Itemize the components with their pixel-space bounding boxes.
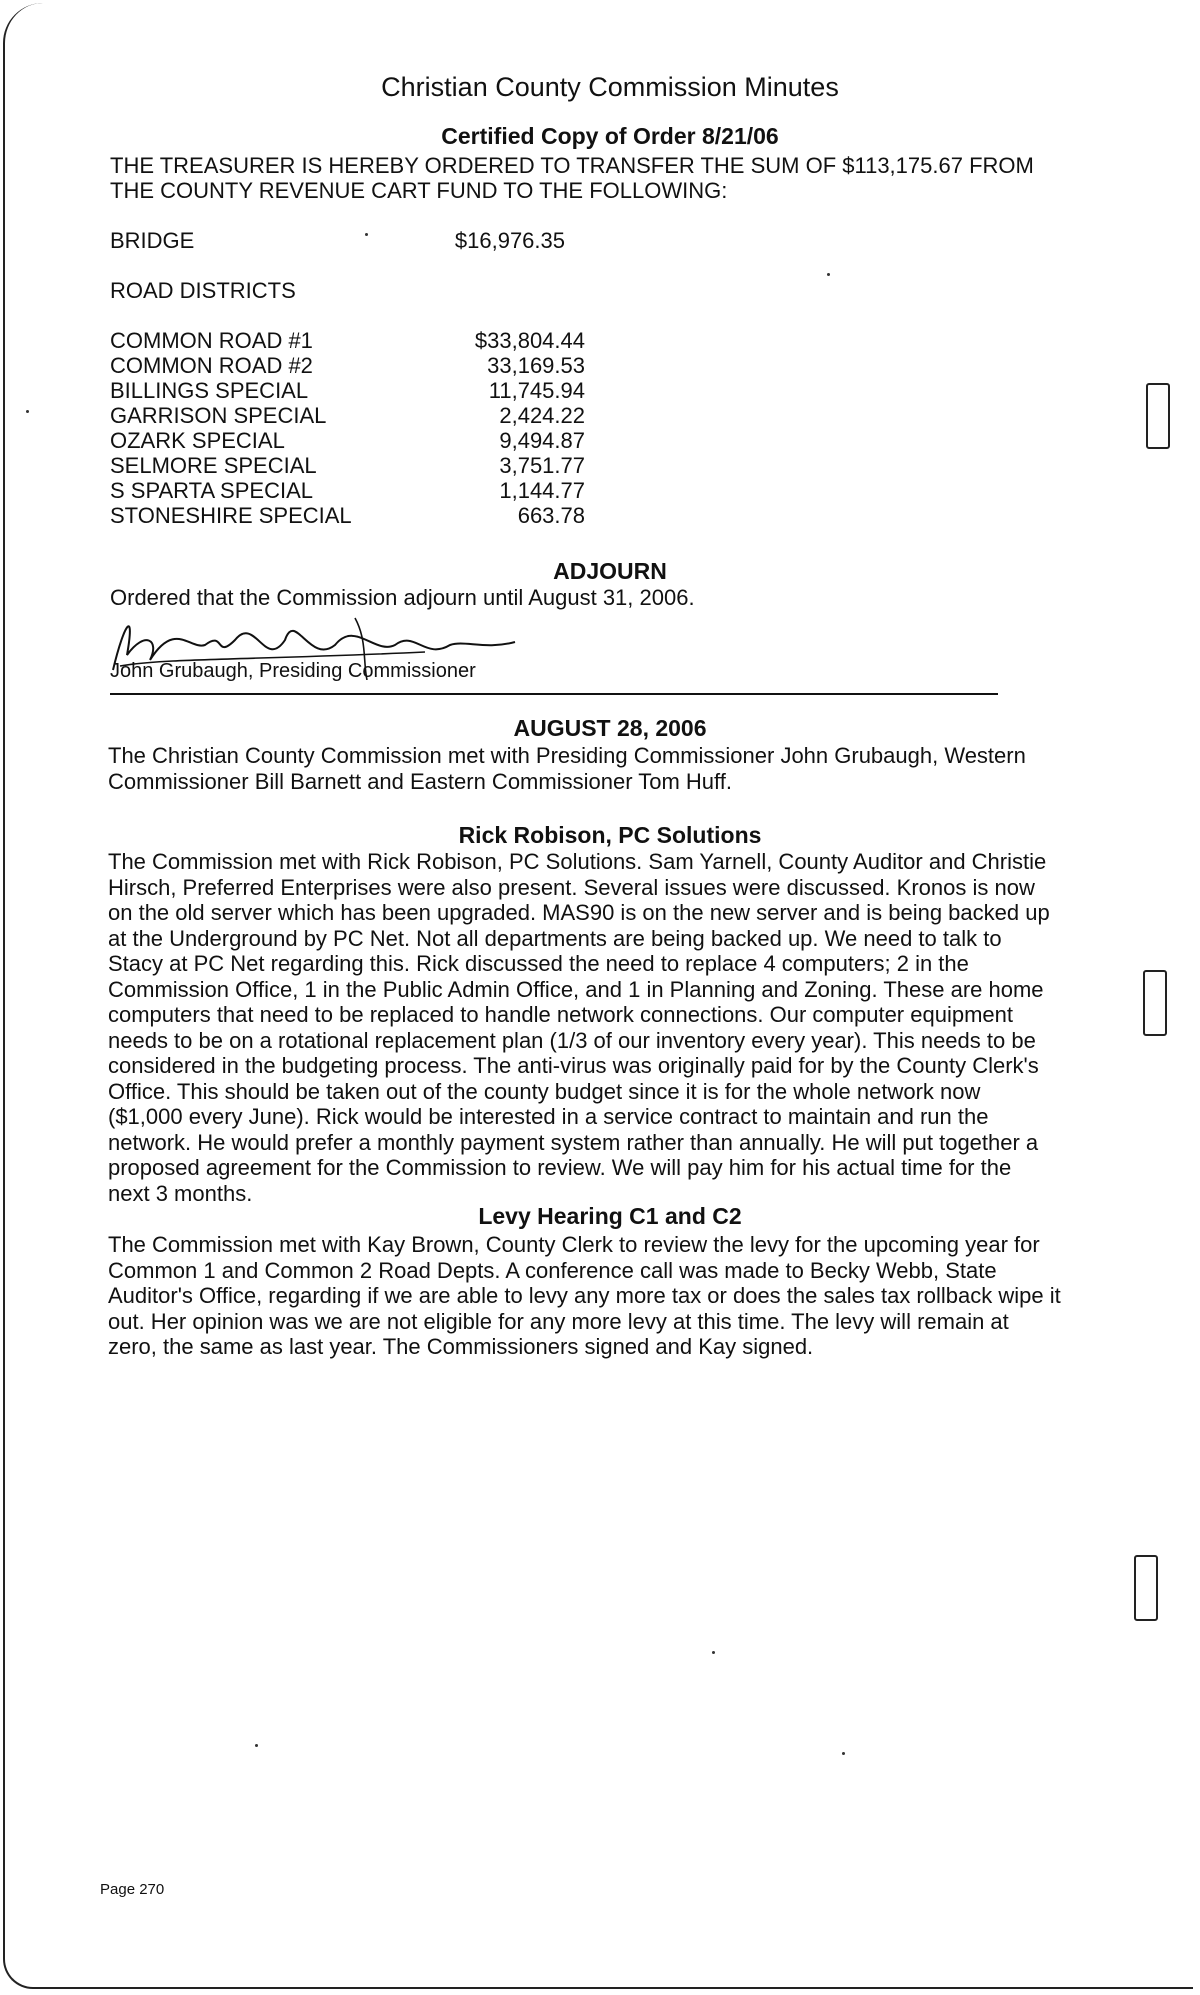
order-text [110, 153, 1100, 203]
binder-hole-mark [1134, 1555, 1158, 1621]
scan-speck [255, 1744, 258, 1747]
binder-hole-mark [1146, 383, 1170, 449]
scan-speck [365, 233, 368, 236]
bridge-amount: $16,976.35 [454, 228, 565, 253]
district-label: OZARK SPECIAL [110, 428, 285, 453]
district-label: GARRISON SPECIAL [110, 403, 327, 428]
scan-speck [712, 1651, 715, 1654]
scan-speck [827, 273, 830, 276]
meeting-date-heading: AUGUST 28, 2006 [513, 715, 707, 741]
district-amount: 1,144.77 [499, 478, 585, 503]
district-label: COMMON ROAD #2 [110, 353, 313, 378]
pc-solutions-heading: Rick Robison, PC Solutions [458, 822, 762, 848]
levy-heading: Levy Hearing C1 and C2 [478, 1203, 742, 1229]
pc-solutions-body: The Commission met with Rick Robison, PC Solutions. Sam Yarnell, County Auditor and Christie Hirsch, Preferred Enterprises were also present. Several issues were discussed. Kronos is now on the old server which has been upgraded. MAS90 is on the new server and is being backed up at the Underground by PC Net. Not all departments are being backed up. We need to talk to Stacy at PC Net regarding this. Rick discussed the need to replace 4 computers; 2 in the Commission Office, 1 in the Public Admin Office, and 1 in Planning and Zoning. These are home computers that need to be replaced to handle network connections. Our computer equipment needs to be on a rotational replacement plan (1/3 of our inventory every year). This needs to be considered in the budgeting process. The anti-virus was originally paid for by the County Clerk's Office. This should be taken out of the county budget since it is for the whole network now ($1,000 every June). Rick would be interested in a service contract to maintain and run the network. He would prefer a monthly payment system rather than annually. He will put together a proposed agreement for the Commission to review. We will pay him for his actual time for the next 3 months. [108, 849, 1050, 1206]
page-number: Page 270 [100, 1881, 165, 1898]
bridge-label: BRIDGE [110, 228, 195, 253]
adjourn-heading: ADJOURN [553, 558, 667, 584]
adjourn-text: Ordered that the Commission adjourn until August 31, 2006. [110, 585, 695, 610]
binder-hole-mark [1143, 970, 1167, 1036]
scan-speck [26, 410, 29, 413]
district-label: COMMON ROAD #1 [110, 328, 313, 353]
levy-body: The Commission met with Kay Brown, County Clerk to review the levy for the upcoming year for Common 1 and Common 2 Road Depts. A conference call was made to Becky Webb, State Auditor's Office, regarding if we are able to levy any more tax or does the sales tax rollback wipe it out. Her opinion was we are not eligible for any more levy at this time. The levy will remain at zero, the same as last year. The Commissioners signed and Kay signed. [108, 1232, 1061, 1359]
order-line-2: THE COUNTY REVENUE CART FUND TO THE FOLLOWING: [110, 178, 728, 203]
district-label: SELMORE SPECIAL [110, 453, 317, 478]
document-title: Christian County Commission Minutes [381, 72, 839, 102]
signature-caption: John Grubaugh, Presiding Commissioner [110, 660, 476, 682]
district-label: BILLINGS SPECIAL [110, 378, 309, 403]
scan-speck [842, 1752, 845, 1755]
district-amount: $33,804.44 [474, 328, 585, 353]
section-divider [110, 693, 998, 695]
district-amount: 2,424.22 [499, 403, 585, 428]
district-label: S SPARTA SPECIAL [110, 478, 313, 503]
district-amount: 9,494.87 [499, 428, 585, 453]
district-amount: 3,751.77 [499, 453, 585, 478]
district-label: STONESHIRE SPECIAL [110, 503, 352, 528]
order-heading: Certified Copy of Order 8/21/06 [441, 123, 779, 149]
meeting-intro: The Christian County Commission met with Presiding Commissioner John Grubaugh, Western Commissioner Bill Barnett and Eastern Commissioner Tom Huff. [108, 743, 1026, 794]
order-line-1: THE TREASURER IS HEREBY ORDERED TO TRANSFER THE SUM OF $113,175.67 FROM [110, 153, 1034, 178]
district-amount: 663.78 [517, 503, 585, 528]
district-amount: 11,745.94 [488, 378, 585, 403]
district-amount: 33,169.53 [487, 353, 585, 378]
